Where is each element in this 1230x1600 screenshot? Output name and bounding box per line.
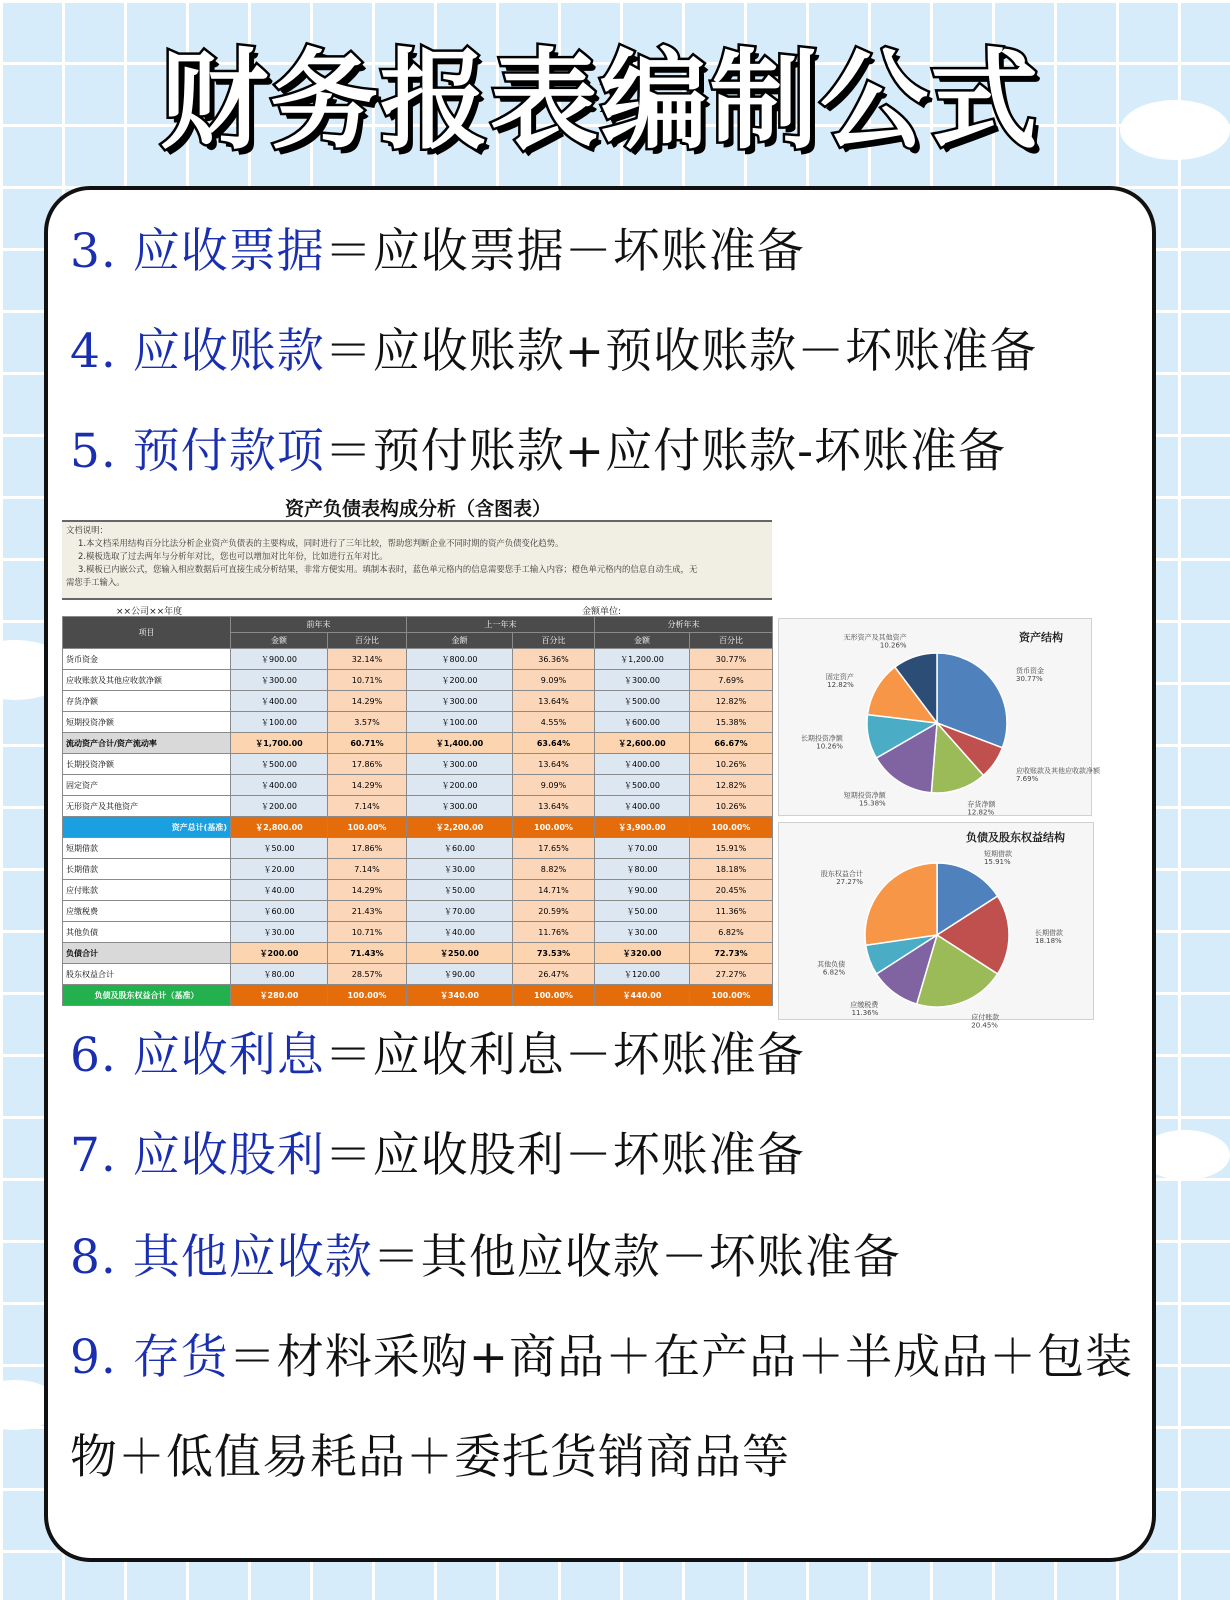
slice-value-label: 12.82% [827, 681, 854, 690]
percent-cell: 14.29% [328, 691, 407, 712]
note-line: 2.模板选取了过去两年与分析年对比，您也可以增加对比年份，比如进行五年对比。 [78, 551, 388, 561]
amount-cell: ￥2,200.00 [407, 817, 513, 838]
table-row [63, 691, 773, 712]
table-row [63, 859, 773, 880]
amount-cell: ￥60.00 [407, 838, 513, 859]
amount-cell: ￥20.00 [231, 859, 328, 880]
liability-equity-chart [778, 822, 1094, 1030]
header-amount: 金额 [231, 633, 328, 649]
amount-cell: ￥320.00 [595, 943, 690, 964]
header-percent: 百分比 [690, 633, 773, 649]
formula-line [70, 1228, 901, 1288]
amount-cell: ￥200.00 [407, 670, 513, 691]
formula-term: 7. 应收股利 [70, 1128, 325, 1183]
percent-cell: 15.38% [690, 712, 773, 733]
formula-term: 9. 存货 [70, 1330, 229, 1385]
amount-cell: ￥900.00 [231, 649, 328, 670]
row-label: 应缴税费 [63, 901, 231, 922]
formula-line [70, 1026, 805, 1086]
percent-cell: 11.36% [690, 901, 773, 922]
formula-expression: ＝应收账款+预收账款－坏账准备 [324, 324, 1038, 379]
amount-cell: ￥60.00 [231, 901, 328, 922]
row-label: 固定资产 [63, 775, 231, 796]
percent-cell: 12.82% [690, 775, 773, 796]
formula-line [70, 422, 1006, 482]
amount-cell: ￥40.00 [407, 922, 513, 943]
pie-slice [865, 863, 937, 945]
table-row [63, 733, 773, 754]
note-line: 文档说明： [66, 525, 108, 535]
percent-cell: 7.14% [328, 859, 407, 880]
amount-cell: ￥40.00 [231, 880, 328, 901]
percent-cell: 18.18% [690, 859, 773, 880]
percent-cell: 9.09% [513, 670, 595, 691]
amount-cell: ￥3,900.00 [595, 817, 690, 838]
slice-label: 应付账款 [971, 1013, 1000, 1022]
percent-cell: 30.77% [690, 649, 773, 670]
chart-title: 资产结构 [1019, 631, 1063, 644]
slice-value-label: 15.91% [983, 858, 1011, 867]
slice-value-label: 30.77% [1016, 675, 1043, 684]
formula-term: 5. 预付款项 [70, 424, 325, 479]
amount-cell: ￥70.00 [407, 901, 513, 922]
note-line: 3.模板已内嵌公式，您输入相应数据后可直接生成分析结果，非常方便实用。填制本表时，蓝色单元格内的信息需要您手工输入内容；橙色单元格内的信息自动生成，无 [78, 564, 698, 574]
amount-cell: ￥30.00 [231, 922, 328, 943]
percent-cell: 3.57% [328, 712, 407, 733]
amount-cell: ￥300.00 [231, 670, 328, 691]
percent-cell: 100.00% [690, 985, 773, 1006]
slice-value-label: 27.27% [836, 878, 863, 887]
percent-cell: 13.64% [513, 754, 595, 775]
slice-value-label: 12.82% [967, 808, 995, 817]
table-row [63, 817, 773, 838]
amount-cell: ￥1,700.00 [231, 733, 328, 754]
percent-cell: 8.82% [513, 859, 595, 880]
percent-cell: 10.26% [690, 754, 773, 775]
header-percent: 百分比 [513, 633, 595, 649]
formula-term: 8. 其他应收款 [70, 1230, 373, 1285]
formula-expression: ＝应收利息－坏账准备 [324, 1028, 805, 1083]
table-row [63, 943, 773, 964]
formula-term: 3. 应收票据 [70, 224, 325, 279]
percent-cell: 10.71% [328, 670, 407, 691]
table-row [63, 670, 773, 691]
percent-cell: 36.36% [513, 649, 595, 670]
amount-cell: ￥300.00 [407, 691, 513, 712]
balance-sheet-screenshot [62, 494, 1101, 1040]
header-period: 前年末 [231, 617, 407, 633]
slice-value-label: 7.69% [1016, 774, 1039, 783]
table-row [63, 775, 773, 796]
header-period: 分析年末 [595, 617, 773, 633]
note-line: 需您手工输入。 [66, 577, 125, 587]
percent-cell: 14.71% [513, 880, 595, 901]
amount-cell: ￥50.00 [231, 838, 328, 859]
percent-cell: 71.43% [328, 943, 407, 964]
table-row [63, 712, 773, 733]
slice-label: 应缴税费 [850, 1001, 879, 1010]
amount-cell: ￥30.00 [595, 922, 690, 943]
formula-line [70, 222, 805, 282]
percent-cell: 13.64% [513, 691, 595, 712]
formula-line [70, 1328, 1133, 1388]
table-row [63, 901, 773, 922]
row-label: 无形资产及其他资产 [63, 796, 231, 817]
percent-cell: 100.00% [513, 817, 595, 838]
percent-cell: 10.26% [690, 796, 773, 817]
slice-label: 短期借款 [983, 850, 1012, 859]
slice-label: 短期投资净额 [843, 791, 886, 800]
slice-value-label: 10.26% [879, 641, 907, 650]
slice-label: 存货净额 [967, 800, 996, 809]
header-period: 上一年末 [407, 617, 595, 633]
slice-value-label: 6.82% [822, 968, 846, 977]
slice-label: 长期投资净额 [800, 734, 843, 743]
balance-sheet-table [62, 616, 773, 1006]
slice-label: 应收账款及其他应收款净额 [1016, 766, 1101, 775]
percent-cell: 100.00% [513, 985, 595, 1006]
formula-term: 6. 应收利息 [70, 1028, 325, 1083]
percent-cell: 21.43% [328, 901, 407, 922]
slice-label: 无形资产及其他资产 [843, 633, 907, 642]
amount-cell: ￥120.00 [595, 964, 690, 985]
slice-label: 货币资金 [1016, 667, 1045, 676]
row-label: 其他负债 [63, 922, 231, 943]
amount-cell: ￥2,800.00 [231, 817, 328, 838]
formula-expression: ＝其他应收款－坏账准备 [372, 1230, 901, 1285]
row-label: 短期借款 [63, 838, 231, 859]
note-line: 1.本文档采用结构百分比法分析企业资产负债表的主要构成，同时进行了三年比较，帮助您判断企业不同时期的资产负债变化趋势。 [78, 538, 564, 548]
percent-cell: 20.45% [690, 880, 773, 901]
amount-cell: ￥600.00 [595, 712, 690, 733]
amount-cell: ￥50.00 [595, 901, 690, 922]
formula-line [70, 1126, 805, 1186]
percent-cell: 17.86% [328, 838, 407, 859]
chart-title: 负债及股东权益结构 [966, 831, 1065, 844]
amount-cell: ￥250.00 [407, 943, 513, 964]
slice-label: 股东权益合计 [820, 870, 863, 879]
table-row [63, 796, 773, 817]
percent-cell: 60.71% [328, 733, 407, 754]
amount-cell: ￥80.00 [231, 964, 328, 985]
amount-cell: ￥300.00 [595, 670, 690, 691]
amount-cell: ￥400.00 [231, 775, 328, 796]
slice-label: 固定资产 [825, 673, 854, 682]
percent-cell: 73.53% [513, 943, 595, 964]
slice-value-label: 11.36% [851, 1009, 879, 1018]
percent-cell: 100.00% [690, 817, 773, 838]
percent-cell: 72.73% [690, 943, 773, 964]
formula-expression: ＝应收票据－坏账准备 [324, 224, 805, 279]
amount-cell: ￥300.00 [407, 754, 513, 775]
percent-cell: 66.67% [690, 733, 773, 754]
amount-cell: ￥30.00 [407, 859, 513, 880]
row-label: 负债合计 [63, 943, 231, 964]
table-row [63, 838, 773, 859]
formula-expression: ＝预付账款+应付账款-坏账准备 [324, 424, 1007, 479]
percent-cell: 15.91% [690, 838, 773, 859]
percent-cell: 4.55% [513, 712, 595, 733]
row-label: 长期投资净额 [63, 754, 231, 775]
amount-cell: ￥440.00 [595, 985, 690, 1006]
percent-cell: 32.14% [328, 649, 407, 670]
table-row [63, 754, 773, 775]
amount-cell: ￥200.00 [407, 775, 513, 796]
unit-label: 金额单位: [582, 607, 622, 617]
percent-cell: 20.59% [513, 901, 595, 922]
asset-structure-chart [778, 618, 1101, 817]
page-title: 财务报表编制公式 [159, 39, 1040, 164]
sheet-notes [62, 520, 772, 600]
amount-cell: ￥500.00 [595, 775, 690, 796]
row-label: 流动资产合计/资产流动率 [63, 733, 231, 754]
percent-cell: 11.76% [513, 922, 595, 943]
slice-label: 其他负债 [817, 960, 846, 969]
amount-cell: ￥500.00 [595, 691, 690, 712]
amount-cell: ￥200.00 [231, 943, 328, 964]
formula-expression: ＝材料采购+商品＋在产品＋半成品＋包装 [228, 1330, 1134, 1385]
amount-cell: ￥340.00 [407, 985, 513, 1006]
formula-line [70, 1428, 790, 1488]
header-percent: 百分比 [328, 633, 407, 649]
slice-value-label: 10.26% [816, 742, 843, 751]
row-label: 股东权益合计 [63, 964, 231, 985]
row-label: 存货净额 [63, 691, 231, 712]
table-row [63, 922, 773, 943]
formula-expression: 物＋低值易耗品＋委托货销商品等 [70, 1430, 790, 1485]
amount-cell: ￥100.00 [407, 712, 513, 733]
amount-cell: ￥1,400.00 [407, 733, 513, 754]
amount-cell: ￥500.00 [231, 754, 328, 775]
percent-cell: 7.69% [690, 670, 773, 691]
company-label: ××公司××年度 [116, 607, 183, 617]
row-label: 负债及股东权益合计（基准） [63, 985, 231, 1006]
liability-pie-svg [779, 823, 1093, 1030]
table-row [63, 985, 773, 1006]
amount-cell: ￥400.00 [595, 754, 690, 775]
slice-value-label: 15.38% [859, 799, 886, 808]
percent-cell: 14.29% [328, 775, 407, 796]
formula-line [70, 322, 1037, 382]
slice-value-label: 20.45% [971, 1021, 998, 1030]
slice-label: 长期借款 [1035, 929, 1063, 938]
amount-cell: ￥200.00 [231, 796, 328, 817]
percent-cell: 28.57% [328, 964, 407, 985]
percent-cell: 26.47% [513, 964, 595, 985]
amount-cell: ￥1,200.00 [595, 649, 690, 670]
sheet-title: 资产负债表构成分析（含图表） [284, 498, 551, 520]
amount-cell: ￥300.00 [407, 796, 513, 817]
table-row [63, 964, 773, 985]
row-label: 货币资金 [63, 649, 231, 670]
table-row [63, 649, 773, 670]
table-row [63, 880, 773, 901]
header-amount: 金额 [407, 633, 513, 649]
header-amount: 金额 [595, 633, 690, 649]
percent-cell: 14.29% [328, 880, 407, 901]
percent-cell: 17.86% [328, 754, 407, 775]
amount-cell: ￥70.00 [595, 838, 690, 859]
percent-cell: 100.00% [328, 985, 407, 1006]
row-label: 短期投资净额 [63, 712, 231, 733]
amount-cell: ￥800.00 [407, 649, 513, 670]
row-label: 资产总计(基准) [63, 817, 231, 838]
row-label: 长期借款 [63, 859, 231, 880]
percent-cell: 12.82% [690, 691, 773, 712]
asset-pie-svg [779, 619, 1101, 817]
percent-cell: 27.27% [690, 964, 773, 985]
row-label: 应收账款及其他应收款净额 [63, 670, 231, 691]
formula-expression: ＝应收股利－坏账准备 [324, 1128, 805, 1183]
percent-cell: 63.64% [513, 733, 595, 754]
percent-cell: 100.00% [328, 817, 407, 838]
amount-cell: ￥280.00 [231, 985, 328, 1006]
amount-cell: ￥90.00 [407, 964, 513, 985]
amount-cell: ￥400.00 [595, 796, 690, 817]
percent-cell: 9.09% [513, 775, 595, 796]
amount-cell: ￥50.00 [407, 880, 513, 901]
formula-term: 4. 应收账款 [70, 324, 325, 379]
percent-cell: 17.65% [513, 838, 595, 859]
amount-cell: ￥100.00 [231, 712, 328, 733]
percent-cell: 10.71% [328, 922, 407, 943]
amount-cell: ￥400.00 [231, 691, 328, 712]
percent-cell: 7.14% [328, 796, 407, 817]
row-label: 应付账款 [63, 880, 231, 901]
amount-cell: ￥2,600.00 [595, 733, 690, 754]
amount-cell: ￥80.00 [595, 859, 690, 880]
percent-cell: 13.64% [513, 796, 595, 817]
amount-cell: ￥90.00 [595, 880, 690, 901]
slice-value-label: 18.18% [1035, 937, 1062, 946]
percent-cell: 6.82% [690, 922, 773, 943]
header-item: 项目 [63, 617, 231, 649]
